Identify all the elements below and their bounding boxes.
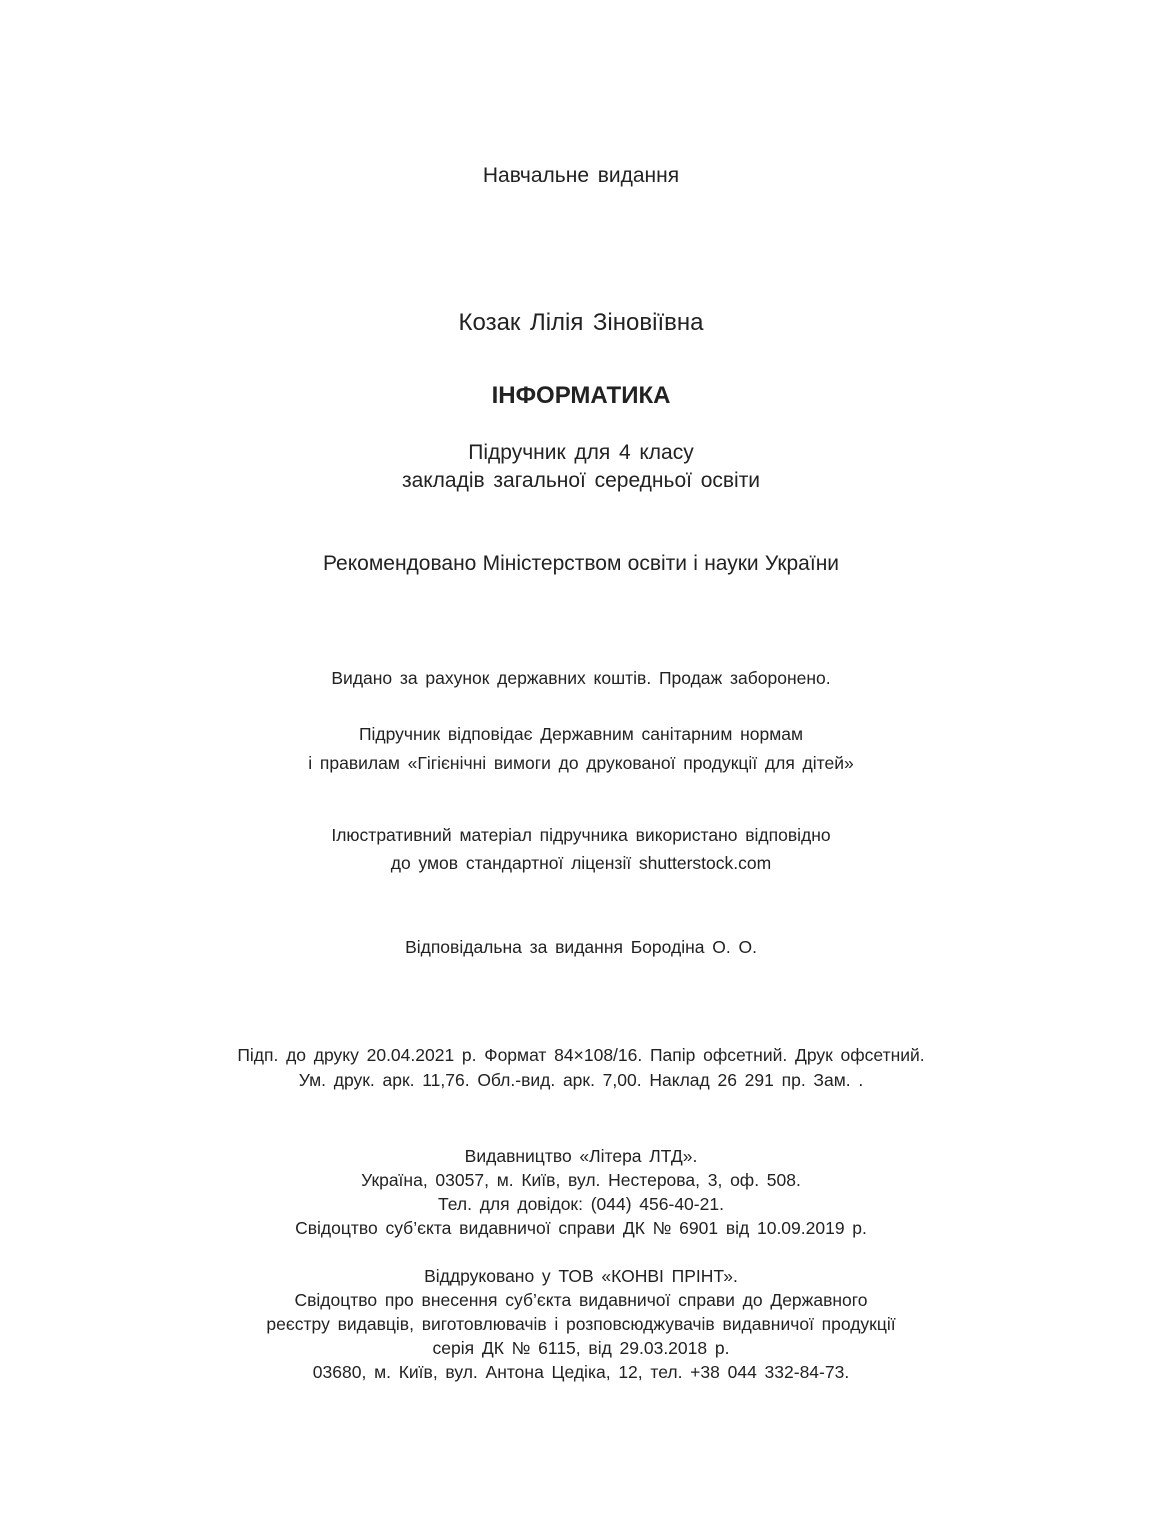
- subtitle-line-1: Підручник для 4 класу: [468, 441, 694, 464]
- responsible-editor: Відповідальна за видання Бородіна О. О.: [405, 937, 757, 957]
- printer-line-1: Віддруковано у ТОВ «КОНВІ ПРІНТ».: [424, 1266, 738, 1286]
- subtitle-line-2: закладів загальної середньої освіти: [401, 469, 761, 492]
- publisher-line-3: Тел. для довідок: (044) 456-40-21.: [438, 1194, 724, 1214]
- publisher-line-4: Свідоцтво суб’єкта видавничої справи ДК № 6901 від 10.09.2019 р.: [295, 1218, 867, 1238]
- print-info-line-1: Підп. до друку 20.04.2021 р. Формат 84×108/16. Папір офсетний. Друк офсетний.: [237, 1045, 925, 1065]
- publisher-line-2: Україна, 03057, м. Київ, вул. Нестерова, 3, оф. 508.: [361, 1170, 801, 1190]
- edition-type: Навчальне видання: [482, 164, 680, 187]
- print-info-line-2: Ум. друк. арк. 11,76. Обл.-вид. арк. 7,00. Наклад 26 291 пр. Зам. .: [298, 1070, 864, 1090]
- funding-notice: Видано за рахунок державних коштів. Продаж заборонено.: [331, 668, 831, 688]
- author-name: Козак Лілія Зіновіївна: [458, 309, 704, 336]
- printer-line-3: реєстру видавців, виготовлювачів і розповсюджувачів видавничої продукції: [266, 1314, 896, 1334]
- printer-line-2: Свідоцтво про внесення суб’єкта видавничої справи до Державного: [294, 1290, 868, 1310]
- printer-line-5: 03680, м. Київ, вул. Антона Цедіка, 12, тел. +38 044 332-84-73.: [312, 1362, 850, 1382]
- publisher-line-1: Видавництво «Літера ЛТД».: [464, 1146, 698, 1166]
- illustrations-line-1: Ілюстративний матеріал підручника використано відповідно: [331, 825, 831, 845]
- book-title: ІНФОРМАТИКА: [491, 382, 671, 409]
- sanitary-line-1: Підручник відповідає Державним санітарним нормам: [358, 724, 804, 744]
- printer-line-4: серія ДК № 6115, від 29.03.2018 р.: [432, 1338, 730, 1358]
- sanitary-line-2: і правилам «Гігієнічні вимоги до друкованої продукції для дітей»: [308, 753, 854, 773]
- illustrations-line-2: до умов стандартної ліцензії shutterstock.com: [390, 853, 772, 873]
- recommendation: Рекомендовано Міністерством освіти і науки України: [322, 552, 840, 575]
